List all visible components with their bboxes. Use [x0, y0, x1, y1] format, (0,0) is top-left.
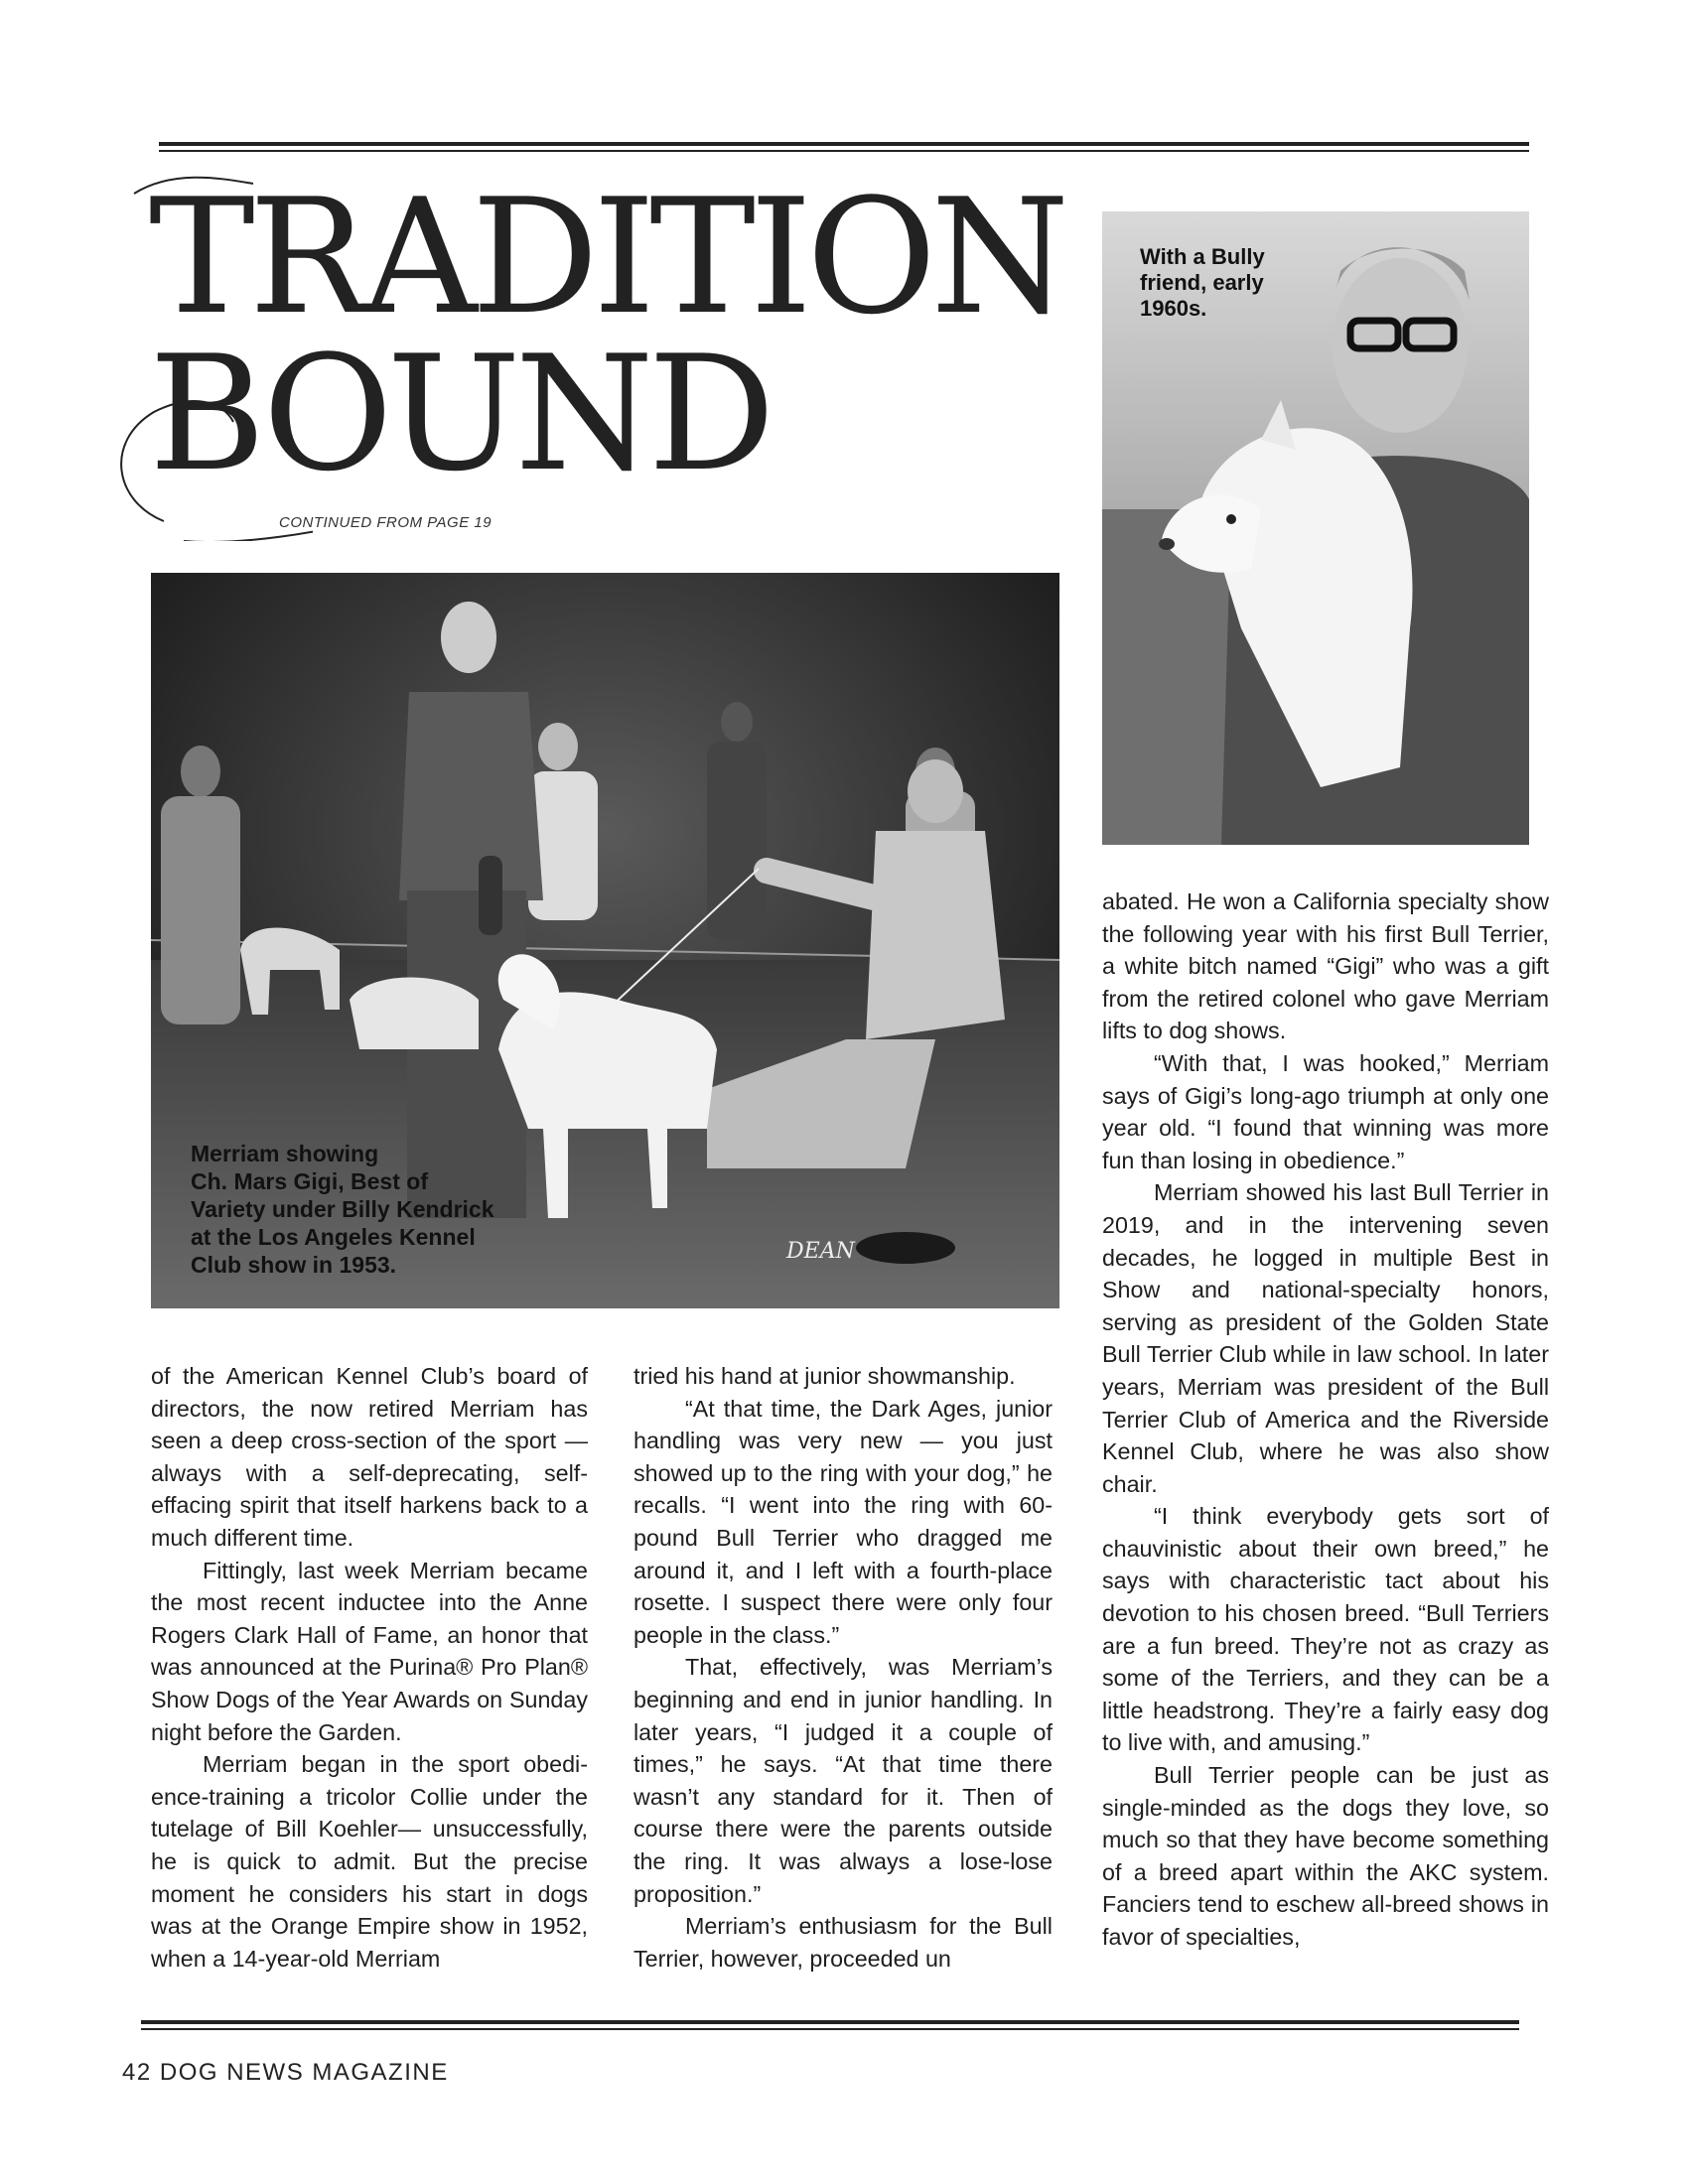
headline-line-2: BOUND	[149, 321, 770, 506]
photographer-signature: DEAN	[786, 1239, 855, 1264]
headline	[149, 164, 1064, 506]
caption-line: Ch. Mars Gigi, Best of	[191, 1168, 428, 1194]
paragraph: Merriam began in the sport obedience-training a tricolor Collie under the tutelage of Bill Koehler— unsuccessfully, he is quick to admit. But the precise moment he considers his start in dogs was at the Orange Empire show in 1952, when a 14-year-old Merriam	[151, 1751, 588, 1972]
paragraph: “With that, I was hooked,” Merriam says of Gigi’s long-ago triumph at only one year old. “I found that winning was more fun than losing in obedience.”	[1102, 1049, 1549, 1173]
paragraph: Fittingly, last week Merriam became the most recent inductee into the Anne Rogers Clark Hall of Fame, an honor that was announced at the Purina® Pro Plan® Show Dogs of the Year Awards on Sunday night before the Garden.	[151, 1557, 588, 1745]
article-column-2	[633, 1360, 1053, 1975]
paragraph: “I think everybody gets sort of chauvinistic about their own breed,” he says with characteristic tact about his devotion to his chosen breed. “Bull Terriers are a fun breed. They’re not as crazy as some of the Terriers, and they can be a little headstrong. They’re a fairly easy dog to live with, and amusing.”	[1102, 1503, 1549, 1756]
paragraph: tried his hand at junior showmanship.	[633, 1363, 1016, 1389]
top-double-rule	[159, 142, 1529, 152]
article-column-1	[151, 1360, 588, 1975]
paragraph: abated. He won a California specialty show the following year with his first Bull Terrier, a white bitch named “Gigi” who was a gift from the retired colonel who gave Merriam lifts to dog shows.	[1102, 888, 1549, 1044]
paragraph: That, effectively, was Merriam’s beginning and end in junior handling. In later years, “I judged it a couple of times,” he says. “At that time there wasn’t any standard for it. Then of course there were the parents outside the ring. It was always a lose-lose proposition.”	[633, 1654, 1053, 1907]
paragraph: “At that time, the Dark Ages, junior handling was very new — you just showed up to the ring with your dog,” he recalls. “I went into the ring with 60-pound Bull Terrier who dragged me around it, and I left with a fourth-place rosette. I suspect there were only four people in the class.”	[633, 1395, 1053, 1648]
paragraph: Merriam’s enthusiasm for the Bull Terrier, however, proceeded un	[633, 1913, 1053, 1972]
paragraph: Merriam showed his last Bull Terrier in 2019, and in the intervening seven decades, he logged in multiple Best in Show and national-specialty honors, serving as president of the Golden State Bull Terrier Club while in law school. In later years, Merriam was president of the Bull Terrier Club of America and the Riverside Kennel Club, where he was also show chair.	[1102, 1179, 1549, 1497]
article-column-3	[1102, 886, 1549, 1954]
caption-line: Club show in 1953.	[191, 1252, 397, 1278]
continued-note: CONTINUED FROM PAGE 19	[279, 514, 492, 531]
paragraph: Bull Terrier people can be just as single-minded as the dogs they love, so much so that they have become something of a breed apart within the AKC system. Fanciers tend to eschew all-breed shows in favor of specialties,	[1102, 1762, 1549, 1950]
page-folio: 42 DOG NEWS MAGAZINE	[122, 2059, 449, 2086]
portrait-photo-caption	[1140, 244, 1319, 322]
caption-line: friend, early	[1140, 270, 1264, 295]
caption-line: Variety under Billy Kendrick	[191, 1196, 494, 1222]
headline-swash-ornament	[104, 164, 313, 541]
caption-line: at the Los Angeles Kennel	[191, 1224, 476, 1250]
caption-line: Merriam showing	[191, 1141, 379, 1166]
caption-line: 1960s.	[1140, 296, 1207, 321]
headline-line-1: TRADITION	[149, 164, 1064, 349]
caption-line: With a Bully	[1140, 244, 1265, 269]
paragraph: of the American Kennel Club’s board of directors, the now retired Merriam has seen a deep cross-section of the sport — always with a self-deprecating, self-effacing spirit that itself harkens back to a much different time.	[151, 1363, 588, 1551]
dog-show-photo-caption	[191, 1140, 558, 1279]
bottom-double-rule	[141, 2020, 1519, 2030]
